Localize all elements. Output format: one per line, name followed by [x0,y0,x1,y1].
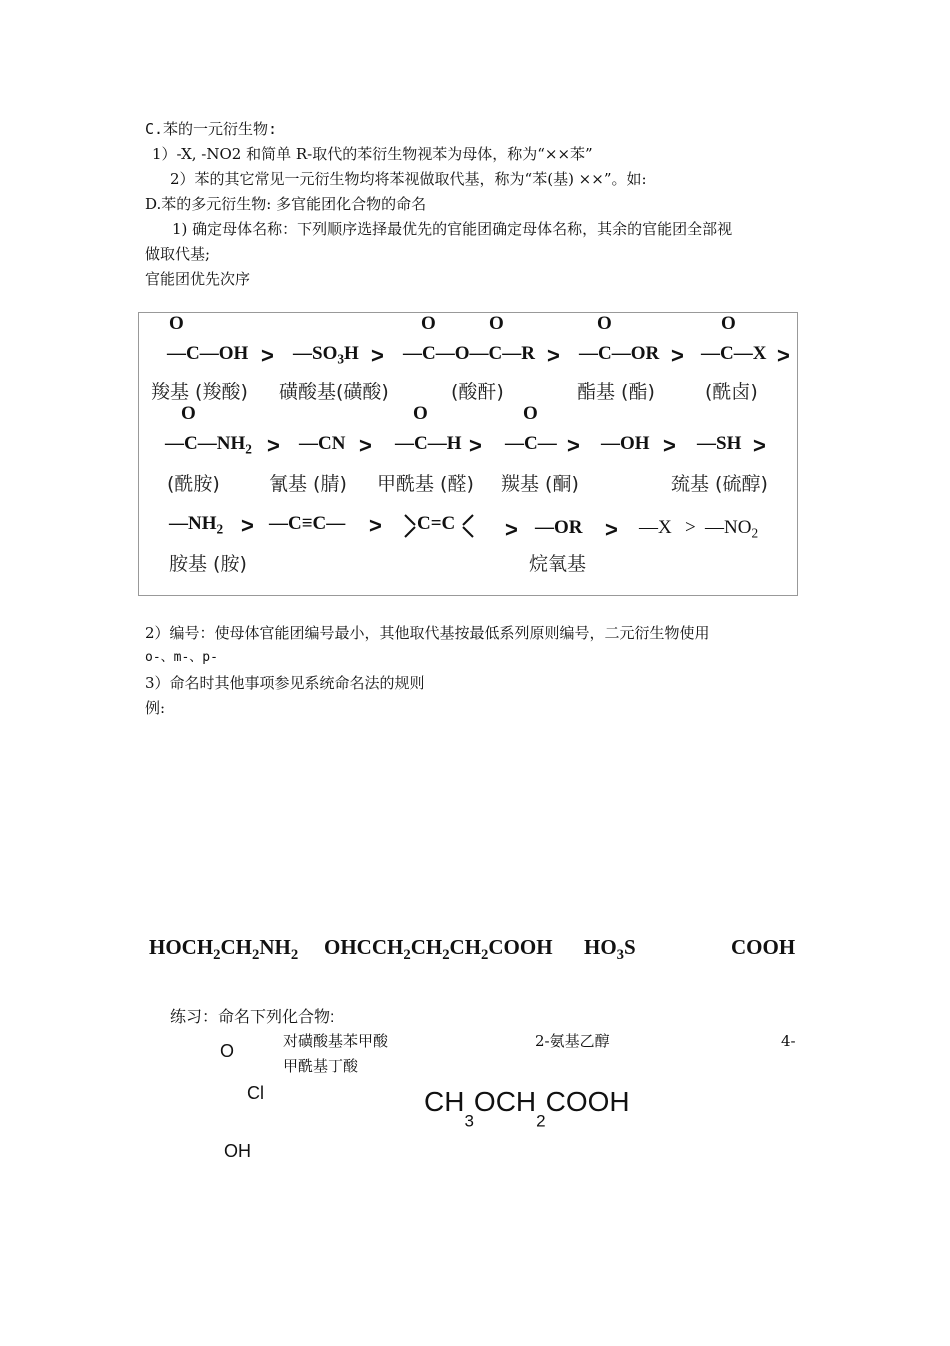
oxygen-label: O [421,313,436,334]
formula-ketone: —C— [505,433,557,454]
caption-thiol: 巯基 (硫醇) [671,473,768,495]
caption-sulfonic-acid: 磺酸基(磺酸) [279,381,389,403]
gt-sign: > [777,343,790,368]
caption-alkoxy: 烷氧基 [529,553,587,575]
gt-sign: > [567,433,580,458]
formula-ester: —C—OR [579,343,660,364]
example-formula-carboxyl: COOH [731,935,796,959]
caption-ester: 酯基 (酯) [577,381,655,403]
section-d-item-1-line-2: 做取代基; [145,245,211,263]
numbering-rule-line-2: o-、m-、p- [145,650,218,665]
atom-oxygen: O [220,1041,235,1061]
formula-alkoxy: —OR [535,517,583,538]
practice-title: 练习：命名下列化合物: [170,1009,335,1026]
oxygen-label: O [169,313,184,334]
formula-amide: $—C—NH_2$ [165,433,252,457]
formula-amine: $—NH_2$ [169,513,224,537]
caption-anhydride: (酸酐) [451,381,504,403]
gt-sign: > [547,343,560,368]
gt-sign: > [371,343,384,368]
section-d-title: D.苯的多元衍生物: 多官能团化合物的命名 [145,195,427,213]
answer-name-2: 2-氨基乙醇 [535,1032,610,1050]
section-c-item-1: 1）-X, -NO2 和简单 R-取代的苯衍生物视苯为母体，称为“××苯” [152,145,593,163]
formula-nitrile: —CN [299,433,346,454]
gt-sign: > [605,517,618,542]
oxygen-label: O [489,313,504,334]
gt-sign: > [359,433,372,458]
functional-group-priority-table [138,312,798,596]
example-formula-formylbutanoic-acid: $OHCCH_2CH_2CH_2COOH$ [324,935,553,964]
atom-hydroxyl: OH [224,1141,251,1161]
gt-sign: > [261,343,274,368]
formula-acyl-halide: —C—X [701,343,767,364]
caption-amide: (酰胺) [167,473,220,495]
answer-name-1: 对磺酸基苯甲酸 [283,1032,389,1050]
formula-hydroxyl: —OH [601,433,650,454]
numbering-rule-line-3: 3）命名时其他事项参见系统命名法的规则 [145,674,425,692]
section-c-title: C.苯的一元衍生物: [145,120,278,138]
caption-acyl-halide: (酰卤) [705,381,758,403]
formula-thiol: —SH [697,433,742,454]
caption-aldehyde: 甲酰基 (醛) [377,473,474,495]
numbering-rule-line-1: 2）编号：使母体官能团编号最小，其他取代基按最低系列原则编号，二元衍生物使用 [145,624,710,642]
gt-sign: > [685,517,696,538]
answer-name-3-prefix: 4- [781,1032,796,1050]
practice-formula-methoxyacetic-acid: $CH_3OCH_2COOH$ [424,1086,630,1131]
caption-nitrile: 氰基 (腈) [269,473,347,495]
example-label: 例: [145,699,166,717]
formula-aldehyde: —C—H [395,433,462,454]
caption-ketone: 羰基 (酮) [501,473,579,495]
gt-sign: > [505,517,518,542]
gt-sign: > [267,433,280,458]
oxygen-label: O [523,403,538,424]
formula-halide: —X [639,517,672,538]
section-d-item-1-line-1: 1) 确定母体名称：下列顺序选择最优先的官能团确定母体名称，其余的官能团全部视 [172,220,733,238]
priority-label: 官能团优先次序 [145,270,251,288]
formula-sulfonic: $—SO_3H$ [293,343,359,367]
oxygen-label: O [413,403,428,424]
example-formula-aminoethanol: $HOCH_2CH_2NH_2$ [149,935,299,964]
gt-sign: > [469,433,482,458]
oxygen-label: O [181,403,196,424]
oxygen-label: O [721,313,736,334]
gt-sign: > [663,433,676,458]
caption-carboxylic-acid: 羧基 (羧酸) [151,381,248,403]
formula-anhydride-full: —C—O—C—R [403,343,535,364]
oxygen-label: O [597,313,612,334]
formula-carboxyl: —C—OH [167,343,249,364]
atom-chlorine: Cl [247,1083,264,1103]
formula-nitro: $—NO_2$ [705,517,759,541]
example-formula-sulfo-group: $HO_3S$ [584,935,636,964]
gt-sign: > [369,513,382,538]
section-c-item-2: 2）苯的其它常见一元衍生物均将苯视做取代基，称为“苯(基) ××”。如: [170,170,647,188]
caption-amine: 胺基 (胺) [169,553,247,575]
gt-sign: > [241,513,254,538]
gt-sign: > [671,343,684,368]
gt-sign: > [753,433,766,458]
answer-name-3-rest: 甲酰基丁酸 [283,1057,359,1075]
formula-alkene: C=C [417,513,456,534]
formula-alkyne: —C≡C— [269,513,346,534]
